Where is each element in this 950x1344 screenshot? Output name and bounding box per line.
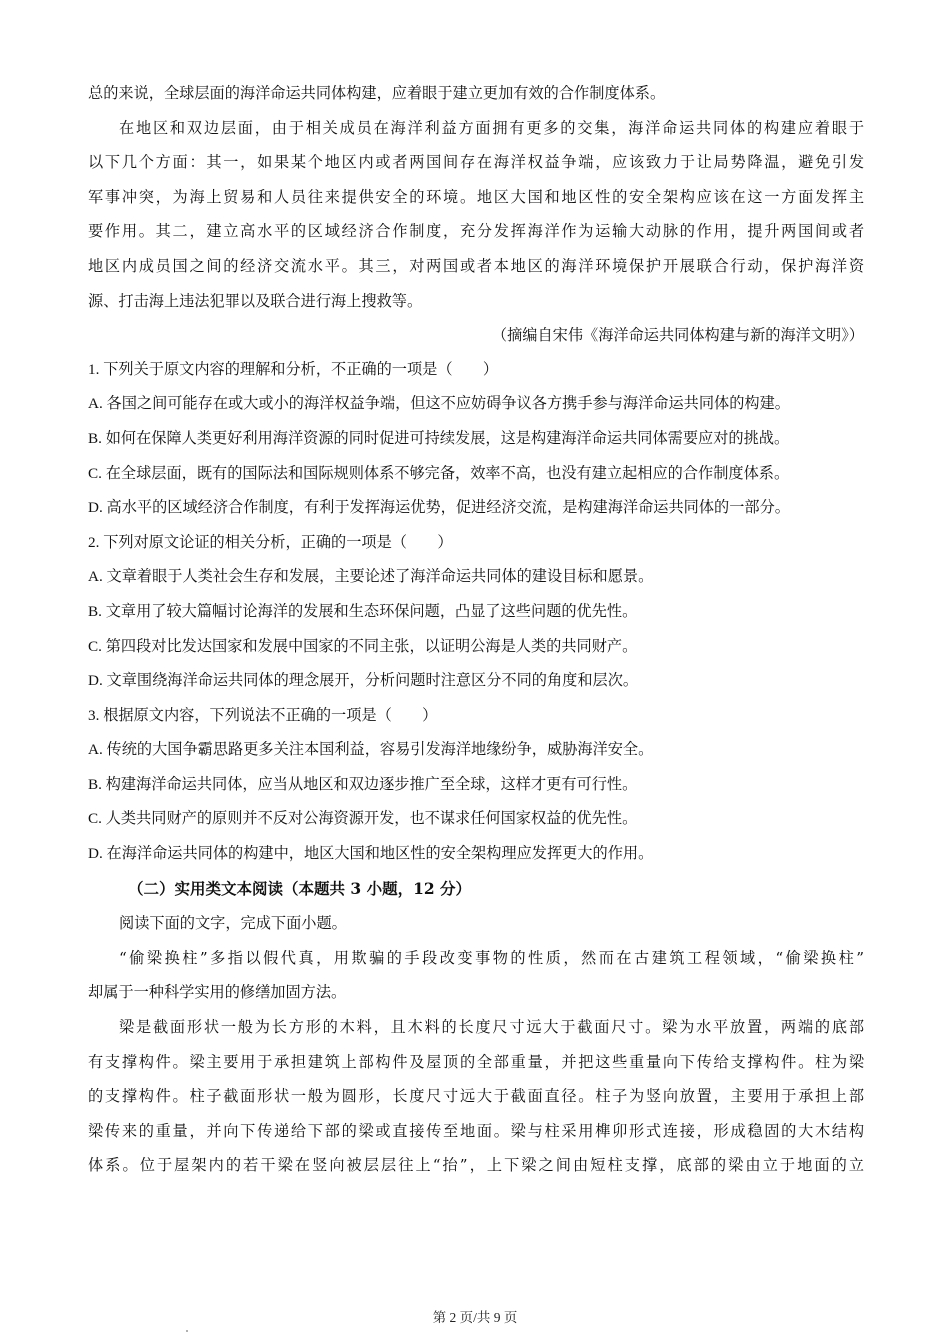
question-stem: 1. 下列关于原文内容的理解和分析，不正确的一项是（ ）: [88, 360, 499, 378]
section-instruction: 阅读下面的文字，完成下面小题。: [119, 914, 347, 933]
question-option: B. 文章用了较大篇幅讨论海洋的发展和生态环保问题，凸显了这些问题的优先性。: [88, 602, 638, 620]
question-option: A. 传统的大国争霸思路更多关注本国利益，容易引发海洋地缘纷争，威胁海洋安全。: [88, 741, 654, 759]
passage-line: 军事冲突，为海上贸易和人员往来提供安全的环境。地区大国和地区性的安全架构应该在这一方面发挥主: [88, 187, 864, 206]
scan-dot: [186, 1330, 188, 1332]
source-citation: （摘编自宋伟《海洋命运共同体构建与新的海洋文明》）: [491, 326, 864, 345]
question-option: A. 文章着眼于人类社会生存和发展，主要论述了海洋命运共同体的建设目标和愿景。: [88, 568, 654, 586]
question-option: D. 高水平的区域经济合作制度，有利于发挥海运优势，促进经济交流，是构建海洋命运共同体的一部分。: [88, 499, 790, 517]
passage-line: “偷梁换柱”多指以假代真，用欺骗的手段改变事物的性质，然而在古建筑工程领域，“偷梁换柱”: [119, 948, 864, 967]
question-stem: 2. 下列对原文论证的相关分析，正确的一项是（ ）: [88, 533, 453, 551]
question-option: B. 构建海洋命运共同体，应当从地区和双边逐步推广至全球，这样才更有可行性。: [88, 775, 638, 793]
passage-line: 的支撑构件。柱子截面形状一般为圆形，长度尺寸远大于截面直径。柱子为竖向放置，主要用于承担上部: [88, 1087, 864, 1106]
passage-line: 体系。位于屋架内的若干梁在竖向被层层往上“抬”，上下梁之间由短柱支撑，底部的梁由立于地面的立: [88, 1156, 864, 1175]
passage-line: 有支撑构件。梁主要用于承担建筑上部构件及屋顶的全部重量，并把这些重量向下传给支撑构件。柱为梁: [88, 1052, 864, 1071]
passage-line: 源、打击海上违法犯罪以及联合进行海上搜救等。: [88, 291, 423, 310]
section-heading: （二）实用类文本阅读（本题共 3 小题，12 分）: [128, 878, 472, 898]
passage-line: 却属于一种科学实用的修缮加固方法。: [88, 983, 347, 1002]
question-option: C. 人类共同财产的原则并不反对公海资源开发，也不谋求任何国家权益的优先性。: [88, 810, 638, 828]
question-option: C. 第四段对比发达国家和发展中国家的不同主张，以证明公海是人类的共同财产。: [88, 637, 638, 655]
question-stem: 3. 根据原文内容，下列说法不正确的一项是（ ）: [88, 706, 438, 724]
question-option: A. 各国之间可能存在或大或小的海洋权益争端，但这不应妨碍争议各方携手参与海洋命运共同体的构建。: [88, 395, 790, 413]
question-option: C. 在全球层面，既有的国际法和国际规则体系不够完备，效率不高，也没有建立起相应的合作制度体系。: [88, 464, 790, 482]
page-content: [88, 76, 864, 1183]
passage-line: 总的来说，全球层面的海洋命运共同体构建，应着眼于建立更加有效的合作制度体系。: [88, 84, 666, 102]
page-footer: 第 2 页/共 9 页: [432, 1310, 518, 1325]
passage-line: 以下几个方面：其一，如果某个地区内或者两国间存在海洋权益争端，应该致力于让局势降温，避免引发: [88, 153, 864, 172]
question-option: D. 在海洋命运共同体的构建中，地区大国和地区性的安全架构理应发挥更大的作用。: [88, 845, 654, 863]
question-option: D. 文章围绕海洋命运共同体的理念展开，分析问题时注意区分不同的角度和层次。: [88, 672, 639, 690]
passage-line: 要作用。其二，建立高水平的区域经济合作制度，充分发挥海洋作为运输大动脉的作用，提升两国间或者: [88, 222, 864, 241]
passage-line: 在地区和双边层面，由于相关成员在海洋利益方面拥有更多的交集，海洋命运共同体的构建应着眼于: [119, 118, 864, 137]
passage-line: 地区内成员国之间的经济交流水平。其三，对两国或者本地区的海洋环境保护开展联合行动，保护海洋资: [88, 256, 864, 275]
question-option: B. 如何在保障人类更好利用海洋资源的同时促进可持续发展，这是构建海洋命运共同体需要应对的挑战。: [88, 429, 790, 447]
passage-line: 梁传来的重量，并向下传递给下部的梁或直接传至地面。梁与柱采用榫卯形式连接，形成稳固的大木结构: [88, 1121, 864, 1140]
passage-line: 梁是截面形状一般为长方形的木料，且木料的长度尺寸远大于截面尺寸。梁为水平放置，两端的底部: [119, 1018, 864, 1037]
